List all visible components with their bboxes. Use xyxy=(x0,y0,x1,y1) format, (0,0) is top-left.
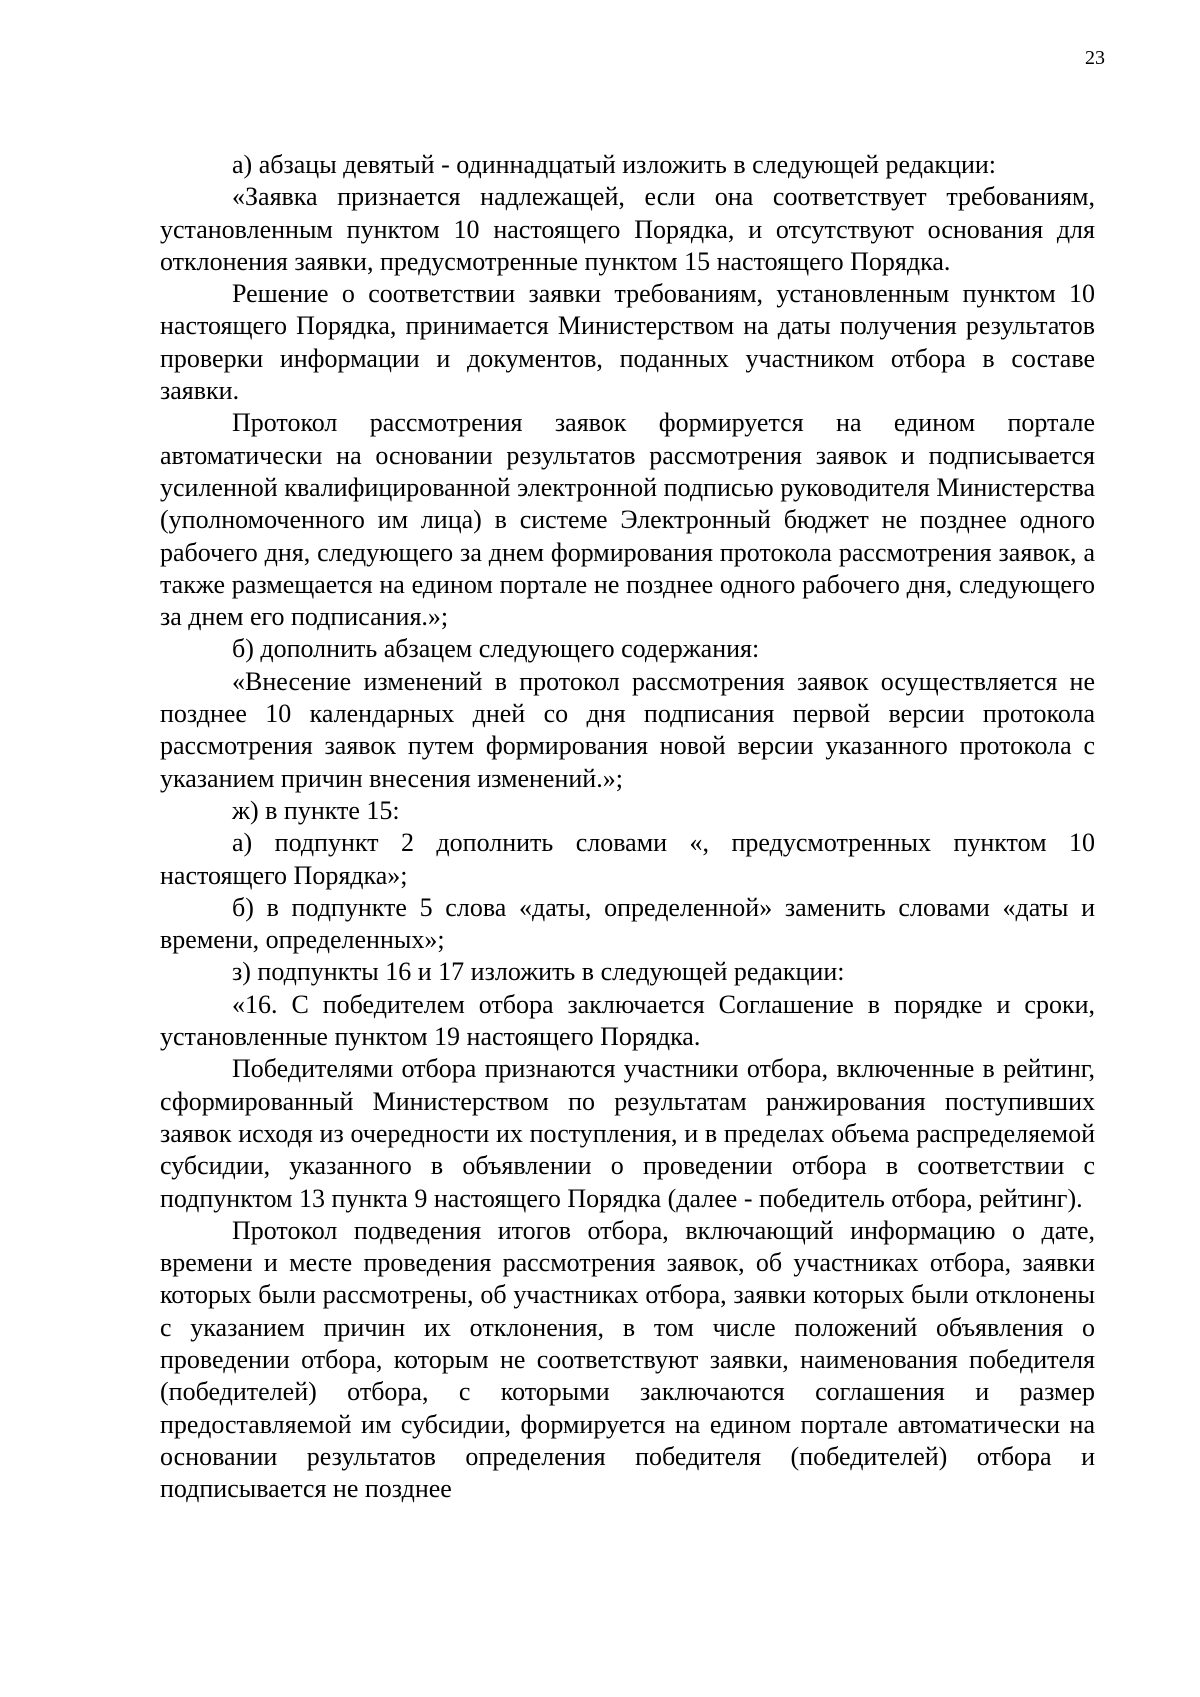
page-number: 23 xyxy=(1085,47,1105,69)
paragraph: «Внесение изменений в протокол рассмотрения заявок осуществляется не позднее 10 календарных дней со дня подписания первой версии протокола рассмотрения заявок путем формирования новой версии указанного протокола с указанием причин внесения изменений.»; xyxy=(160,666,1095,793)
paragraph: ж) в пункте 15: xyxy=(232,795,400,825)
paragraph: Протокол подведения итогов отбора, включающий информацию о дате, времени и месте проведения рассмотрения заявок, об участниках отбора, заявки которых были рассмотрены, об участниках отбора, заявки которых были отклонены с указанием причин их отклонения, в том числе положений объявления о проведении отбора, которым не соответствуют заявки, наименования победителя (победителей) отбора, с которыми заключаются соглашения и размер предоставляемой им субсидии, формируется на едином портале автоматически на основании результатов определения победителя (победителей) отбора и подписывается не позднее xyxy=(160,1215,1095,1504)
paragraph: Протокол рассмотрения заявок формируется на едином портале автоматически на основании результатов рассмотрения заявок и подписывается усиленной квалифицированной электронной подписью руководителя Министерства (уполномоченного им лица) в системе Электронный бюджет не позднее одного рабочего дня, следующего за днем формирования протокола рассмотрения заявок, а также размещается на едином портале не позднее одного рабочего дня, следующего за днем его подписания.»; xyxy=(160,408,1095,632)
paragraph: «16. С победителем отбора заключается Соглашение в порядке и сроки, установленные пунктом 19 настоящего Порядка. xyxy=(160,989,1095,1052)
paragraph: а) абзацы девятый - одиннадцатый изложить в следующей редакции: xyxy=(232,150,997,179)
document-body xyxy=(160,149,1095,1505)
paragraph: з) подпункты 16 и 17 изложить в следующей редакции: xyxy=(232,957,845,987)
paragraph: б) в подпункте 5 слова «даты, определенной» заменить словами «даты и времени, определенных»; xyxy=(160,892,1095,955)
paragraph: а) подпункт 2 дополнить словами «, предусмотренных пунктом 10 настоящего Порядка»; xyxy=(160,828,1095,890)
paragraph: б) дополнить абзацем следующего содержания: xyxy=(232,634,760,664)
paragraph: Решение о соответствии заявки требованиям, установленным пунктом 10 настоящего Порядка, принимается Министерством на даты получения результатов проверки информации и документов, поданных участником отбора в составе заявки. xyxy=(160,279,1095,406)
paragraph: «Заявка признается надлежащей, если она соответствует требованиям, установленным пунктом 10 настоящего Порядка, и отсутствуют основания для отклонения заявки, предусмотренные пунктом 15 настоящего Порядка. xyxy=(160,182,1095,276)
paragraph: Победителями отбора признаются участники отбора, включенные в рейтинг, сформированный Министерством по результатам ранжирования поступивших заявок исходя из очередности их поступления, и в пределах объема распределяемой субсидии, указанного в объявлении о проведении отбора в соответствии с подпунктом 13 пункта 9 настоящего Порядка (далее - победитель отбора, рейтинг). xyxy=(160,1054,1095,1213)
